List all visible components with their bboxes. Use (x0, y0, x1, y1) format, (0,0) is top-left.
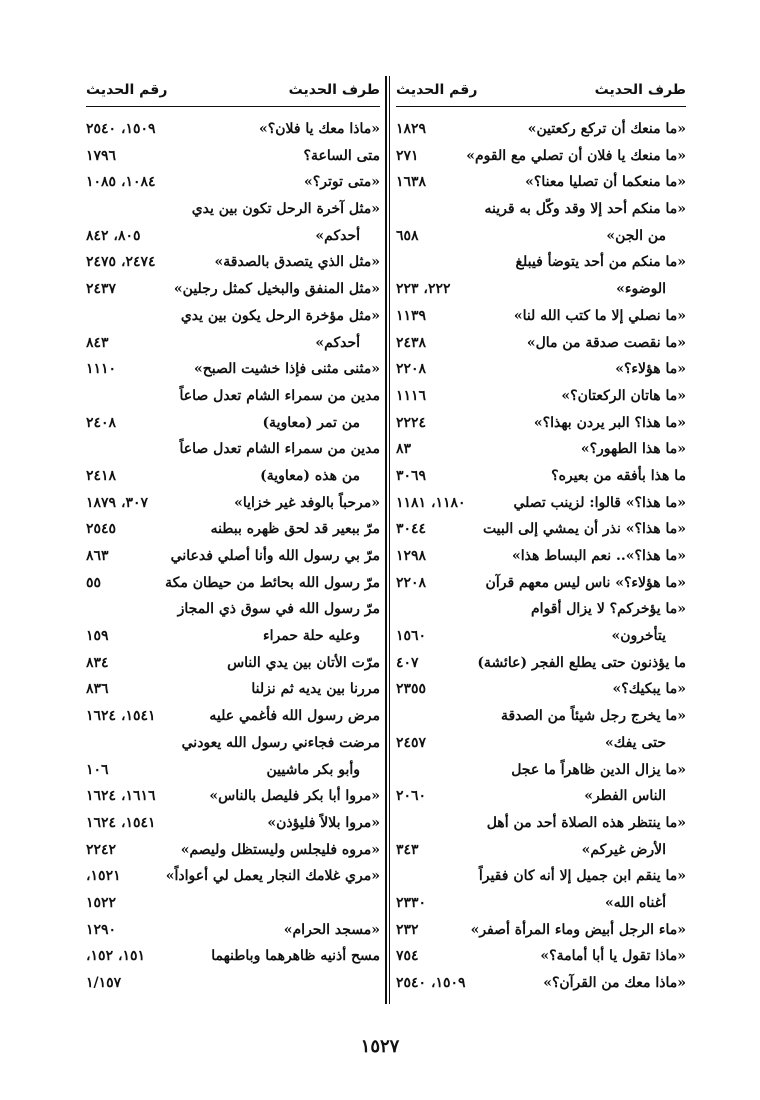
hadith-number: ٨٦٣ (86, 548, 109, 564)
hadith-term: أحدكم» (315, 227, 360, 244)
hadith-number: ١٥٠٩، ٢٥٤٠ (396, 975, 466, 991)
hadith-number: ٢٤٣٨ (396, 334, 427, 351)
index-entry (86, 385, 380, 412)
index-entry (396, 759, 686, 786)
index-entry (86, 839, 380, 866)
hadith-term: «ماذا تقول يا أبا أمامة؟» (540, 948, 686, 965)
hadith-term: «ما منعكما أن تصليا معنا؟» (525, 174, 686, 191)
hadith-term: «ما نقصت صدقة من مال» (526, 334, 686, 351)
hadith-term: «ما منعك أن تركع ركعتين» (527, 121, 686, 137)
hadith-number: ٨٣٤ (86, 654, 109, 671)
index-entry (396, 705, 686, 732)
index-entry (396, 572, 686, 599)
hadith-number: ١٥٩ (86, 628, 109, 645)
hadith-number: ١١١٦ (396, 387, 427, 404)
right-column-entries (396, 118, 686, 999)
left-column-entries (86, 118, 380, 999)
hadith-term: «ماذا معك من القرآن؟» (543, 975, 686, 991)
hadith-number: ٢٤٧٤، ٢٤٧٥ (86, 254, 156, 271)
hadith-number: ١٥٢٢ (86, 894, 117, 911)
hadith-number: ٢٧١ (396, 147, 419, 164)
hadith-term: «ماذا معك يا فلان؟» (259, 121, 380, 137)
index-entry (86, 625, 380, 652)
hadith-term: مسح أذنيه ظاهرهما وباطنهما (211, 948, 380, 965)
hadith-term: «مثنى مثنى فإذا خشيت الصبح» (194, 361, 380, 378)
hadith-number: ٣٠٤٤ (396, 521, 427, 538)
hadith-term: مرّ رسول الله بحائط من حيطان مكة (165, 574, 380, 591)
hadith-number: ١٨٢٩ (396, 121, 427, 137)
header-rule (86, 106, 380, 107)
index-entry (86, 358, 380, 385)
hadith-term: «ما منكم أحد إلا وقد وكّل به قرينه (484, 201, 686, 218)
hadith-term: مرّ بي رسول الله وأنا أصلي فدعاني (170, 548, 380, 564)
hadith-number: ١٢٩٠ (86, 921, 117, 938)
index-entry (86, 919, 380, 946)
hadith-term: يتأخرون» (611, 628, 666, 645)
hadith-term: أغناه الله» (605, 894, 666, 911)
hadith-number: ٢٥٤٥ (86, 521, 117, 538)
hadith-number: ١٧٩٦ (86, 147, 117, 164)
index-entry (396, 625, 686, 652)
hadith-term: «مرحباً بالوفد غير خزايا» (234, 494, 380, 511)
hadith-term: «مروا أبا بكر فليصل بالناس» (209, 788, 380, 805)
index-entry (86, 171, 380, 198)
hadith-number: ٢٢٤٢ (86, 841, 117, 858)
header-term: طرف الحديث (288, 82, 380, 98)
hadith-number: ٤٠٧ (396, 654, 419, 671)
hadith-number: ١٥٤١، ١٦٢٤ (86, 708, 156, 725)
hadith-term: «مثل مؤخرة الرحل يكون بين يدي (180, 307, 380, 324)
index-entry (86, 118, 380, 145)
index-entry (396, 492, 686, 519)
index-entry (86, 492, 380, 519)
hadith-number: ٢٤٥٧ (396, 734, 427, 751)
index-entry (86, 305, 380, 332)
hadith-number: ١٥٢١، (86, 868, 121, 885)
index-entry (396, 465, 686, 492)
index-entry (396, 278, 686, 305)
index-entry (396, 438, 686, 465)
hadith-term: الناس الفطر» (584, 788, 666, 805)
hadith-term: مررنا بين يديه ثم نزلنا (251, 681, 380, 698)
hadith-term: الوضوء» (616, 281, 666, 298)
index-entry (86, 865, 380, 892)
hadith-number: ١٥١، ١٥٢، (86, 948, 146, 965)
hadith-term: من هذه (معاوية) (260, 467, 360, 484)
hadith-number: ٢٢٢، ٢٢٣ (396, 281, 451, 298)
hadith-number: ١١٣٩ (396, 307, 427, 324)
hadith-term: «ما نصلي إلا ما كتب الله لنا» (513, 307, 686, 324)
hadith-term: مدين من سمراء الشام تعدل صاعاً (179, 441, 380, 458)
hadith-number: ٥٥ (86, 574, 102, 591)
hadith-number: ٨٣٦ (86, 681, 109, 698)
hadith-term: ما هذا بأفقه من بعيره؟ (551, 467, 686, 484)
hadith-number: ١/١٥٧ (86, 975, 122, 991)
hadith-number: ٧٥٤ (396, 948, 419, 965)
hadith-number: ٣٠٧، ١٨٧٩ (86, 494, 149, 511)
index-entry (86, 759, 380, 786)
hadith-term: ما يؤذنون حتى يطلع الفجر (عائشة) (477, 654, 686, 671)
hadith-term: متى الساعة؟ (303, 147, 380, 164)
index-entry (86, 332, 380, 359)
hadith-number: ١٥٠٩، ٢٥٤٠ (86, 121, 156, 137)
hadith-term: «مسجد الحرام» (283, 921, 380, 938)
hadith-term: «ما يزال الدين ظاهراً ما عجل (511, 761, 686, 778)
index-entry (86, 812, 380, 839)
index-entry (86, 465, 380, 492)
hadith-term: «ما هذا؟ البر يردن بهذا؟» (533, 414, 686, 431)
header-ref: رقم الحديث (396, 82, 478, 98)
hadith-number: ٢٢٠٨ (396, 361, 427, 378)
index-entry (86, 892, 380, 919)
hadith-term: من تمر (معاوية) (262, 414, 360, 431)
index-entry (86, 545, 380, 572)
index-entry (86, 572, 380, 599)
hadith-term: «متى توتر؟» (304, 174, 380, 191)
index-entry (86, 225, 380, 252)
hadith-term: «ما منعك يا فلان أن تصلي مع القوم» (466, 147, 686, 164)
column-divider (385, 76, 387, 1004)
hadith-term: مدين من سمراء الشام تعدل صاعاً (179, 387, 380, 404)
hadith-term: وأبو بكر ماشيين (266, 761, 360, 778)
hadith-term: «ما هذا؟» قالوا: لزينب تصلي (513, 494, 686, 511)
hadith-number: ١٦١٦، ١٦٢٤ (86, 788, 156, 805)
hadith-term: مرض رسول الله فأغمي عليه (209, 708, 380, 725)
hadith-term: وعليه حلة حمراء (263, 628, 360, 645)
index-entry (396, 919, 686, 946)
hadith-term: «ما يخرج رجل شيئاً من الصدقة (500, 708, 686, 725)
index-entry (396, 251, 686, 278)
index-entry (396, 171, 686, 198)
hadith-number: ٢٤١٨ (86, 467, 117, 484)
hadith-term: مرّ ببعير قد لحق ظهره ببطنه (210, 521, 380, 538)
index-entry (86, 785, 380, 812)
index-entry (396, 198, 686, 225)
index-entry (86, 198, 380, 225)
index-entry (396, 892, 686, 919)
hadith-number: ٢٣٢ (396, 921, 419, 938)
index-entry (86, 945, 380, 972)
hadith-term: «ما منكم من أحد يتوضأ فيبلغ (515, 254, 686, 271)
hadith-number: ١٥٤١، ١٦٢٤ (86, 814, 156, 831)
index-entry (86, 705, 380, 732)
hadith-term: «ما ينتظر هذه الصلاة أحد من أهل (486, 814, 686, 831)
index-entry (86, 652, 380, 679)
index-entry (396, 305, 686, 332)
hadith-term: من الجن» (606, 227, 666, 244)
hadith-number: ٢٣٣٠ (396, 894, 427, 911)
hadith-number: ١٥٦٠ (396, 628, 427, 645)
hadith-number: ٢٢٢٤ (396, 414, 427, 431)
hadith-number: ١٠٨٤، ١٠٨٥ (86, 174, 156, 191)
index-entry (396, 518, 686, 545)
column-divider (389, 76, 390, 1004)
index-entry (396, 945, 686, 972)
index-entry (396, 972, 686, 999)
index-entry (396, 358, 686, 385)
hadith-term: الأرض غيركم» (581, 841, 666, 858)
hadith-number: ٢٠٦٠ (396, 788, 427, 805)
hadith-number: ٣٤٣ (396, 841, 419, 858)
hadith-term: مرّت الأتان بين يدي الناس (227, 654, 380, 671)
hadith-term: «ما هؤلاء؟» ناس ليس معهم قرآن (485, 574, 686, 591)
hadith-term: أحدكم» (315, 334, 360, 351)
index-entry (86, 678, 380, 705)
hadith-number: ٨٠٥، ٨٤٢ (86, 227, 141, 244)
index-entry (86, 732, 380, 759)
hadith-term: «ما هذا الطهور؟» (580, 441, 686, 458)
hadith-term: «مري غلامك النجار يعمل لي أعواداً» (165, 868, 380, 885)
hadith-number: ٦٥٨ (396, 227, 419, 244)
hadith-term: «ما هذا؟».. نعم البساط هذا» (512, 548, 686, 564)
hadith-term: «مروه فليجلس وليستظل وليصم» (180, 841, 380, 858)
hadith-number: ١٦٣٨ (396, 174, 427, 191)
hadith-number: ١١١٠ (86, 361, 117, 378)
hadith-term: «ما هاتان الركعتان؟» (561, 387, 686, 404)
index-entry (86, 251, 380, 278)
left-column-header (86, 80, 380, 106)
header-ref: رقم الحديث (86, 82, 168, 98)
index-entry (86, 145, 380, 172)
hadith-term: «ما يؤخركم؟ لا يزال أقوام (531, 601, 686, 618)
hadith-term: «مثل الذي يتصدق بالصدقة» (214, 254, 380, 271)
index-entry (396, 545, 686, 572)
header-rule (396, 106, 686, 107)
hadith-number: ٣٠٦٩ (396, 467, 427, 484)
index-entry (396, 865, 686, 892)
hadith-term: «ما هؤلاء؟» (615, 361, 686, 378)
right-column-header (396, 80, 686, 106)
index-entry (396, 839, 686, 866)
index-entry (396, 652, 686, 679)
hadith-term: «ما هذا؟» نذر أن يمشي إلى البيت (482, 521, 686, 538)
index-entry (86, 598, 380, 625)
index-entry (86, 972, 380, 999)
index-entry (396, 785, 686, 812)
index-entry (396, 678, 686, 705)
index-entry (396, 332, 686, 359)
index-entry (396, 732, 686, 759)
hadith-term: مرضت فجاءني رسول الله يعودني (181, 734, 380, 751)
header-term: طرف الحديث (594, 82, 686, 98)
hadith-number: ٢٢٠٨ (396, 574, 427, 591)
index-entry (396, 118, 686, 145)
hadith-number: ٨٣ (396, 441, 412, 458)
hadith-number: ١١٨٠، ١١٨١ (396, 494, 466, 511)
hadith-term: «ما ينقم ابن جميل إلا أنه كان فقيراً (478, 868, 686, 885)
index-entry (86, 518, 380, 545)
hadith-term: مرّ رسول الله في سوق ذي المجاز (177, 601, 380, 618)
index-entry (396, 812, 686, 839)
index-entry (86, 438, 380, 465)
hadith-term: «مروا بلالاً فليؤذن» (267, 814, 380, 831)
hadith-number: ١٠٦ (86, 761, 109, 778)
page-number: ١٥٢٧ (360, 1036, 400, 1057)
index-entry (396, 145, 686, 172)
index-entry (396, 598, 686, 625)
index-entry (86, 412, 380, 439)
hadith-number: ٢٤٣٧ (86, 281, 117, 298)
index-entry (396, 225, 686, 252)
hadith-number: ٢٤٠٨ (86, 414, 117, 431)
hadith-term: حتى يفك» (605, 734, 666, 751)
hadith-term: «ماء الرجل أبيض وماء المرأة أصفر» (470, 921, 686, 938)
hadith-number: ١٢٩٨ (396, 548, 427, 564)
hadith-number: ٢٣٥٥ (396, 681, 427, 698)
hadith-term: «ما يبكيك؟» (612, 681, 686, 698)
index-entry (396, 412, 686, 439)
index-entry (86, 278, 380, 305)
hadith-term: «مثل آخرة الرحل تكون بين يدي (191, 201, 380, 218)
hadith-number: ٨٤٣ (86, 334, 109, 351)
hadith-term: «مثل المنفق والبخيل كمثل رجلين» (173, 281, 380, 298)
index-entry (396, 385, 686, 412)
